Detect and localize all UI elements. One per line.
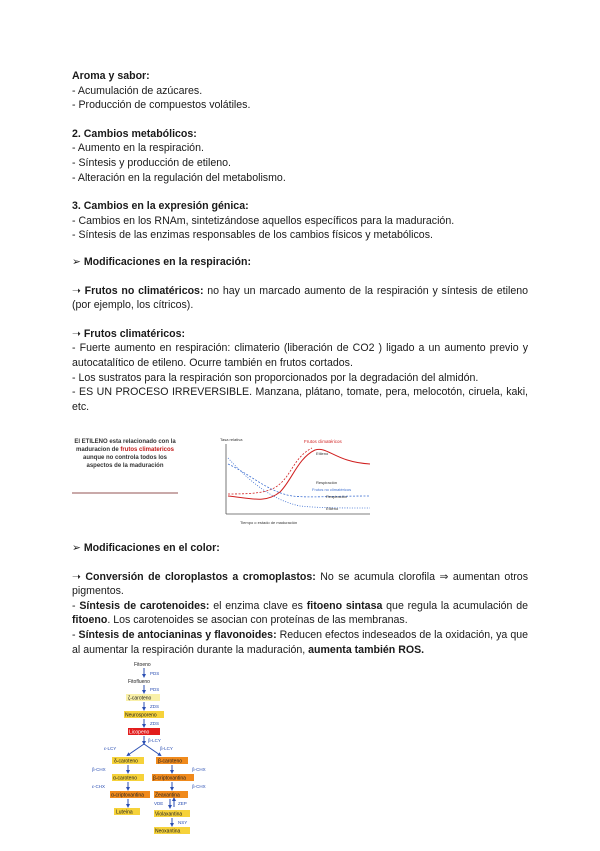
node-fitoflueno: Fitoflueno	[128, 679, 150, 685]
list-item: - Los sustratos para la respiración son proporcionados por la degradación del almidón.	[72, 371, 479, 384]
list-item: - Alteración en la regulación del metabolismo.	[72, 171, 286, 184]
note-highlight: frutos climatericos	[120, 447, 175, 453]
enzyme-zds: ZDS	[150, 721, 159, 726]
pathway-arrow	[128, 744, 144, 755]
carotenoids-text: . Los carotenoides se asocian con proteínas de las membranas.	[107, 614, 408, 627]
enzyme-vde: VDE	[154, 801, 164, 806]
non-climacteric-text: no hay un marcado aumento de la respiración y síntesis de etileno (por ejemplo, los cítricos).	[72, 284, 529, 312]
list-item: - Aumento en la respiración.	[72, 142, 204, 155]
pathway-diagram	[92, 660, 222, 846]
node-zeaxantina: Zeaxantina	[155, 792, 180, 799]
y-axis-label: Tasa relativa	[220, 437, 243, 442]
node-zcaroteno: ζ-caroteno	[128, 695, 152, 702]
nonclimacteric-ethylene-line	[228, 458, 370, 508]
list-item: - ES UN PROCESO IRREVERSIBLE. Manzana, plátano, tomate, pera, melocotón, ciruela, kaki, etc.	[72, 386, 528, 413]
conversion-text: No se acumula clorofila ⇒ aumentan otros pigmentos.	[72, 570, 528, 598]
node-bcaroteno: β-caroteno	[158, 758, 182, 765]
section-metabolic-title: 2. Cambios metabólicos:	[72, 127, 197, 140]
carotenoids-title: Síntesis de carotenoides:	[79, 599, 210, 612]
label-ethylene-2: Etileno	[326, 506, 339, 511]
legend-nonclimacteric: Frutos no climatéricos	[312, 487, 352, 492]
enzyme-pds: PDS	[150, 687, 160, 692]
document-body	[72, 69, 528, 414]
respiration-heading: ➢ Modificaciones en la respiración:	[72, 255, 252, 268]
list-item: - Fuerte aumento en respiración: climaterio (liberación de CO2 ) ligado a un aumento previo y autocatalítico de etileno. Ocurre también en frutos cortados.	[72, 342, 528, 369]
node-acaroteno: α-caroteno	[113, 775, 138, 782]
section-genic-title: 3. Cambios en la expresión génica:	[72, 200, 249, 213]
color-heading: ➢ Modificaciones en el color:	[72, 542, 220, 554]
node-neoxantina: Neoxantina	[155, 828, 181, 835]
color-section	[72, 541, 528, 657]
conversion-title: ➝ Conversión de cloroplastos a cromoplastos:	[72, 570, 316, 583]
section-aroma-title: Aroma y sabor:	[72, 70, 150, 82]
list-item: - Síntesis y producción de etileno.	[72, 156, 231, 169]
carotenoids-text: que regula la acumulación de	[382, 599, 528, 612]
climacteric-title: ➝ Frutos climatéricos:	[72, 327, 186, 340]
dash: -	[72, 599, 80, 612]
node-fitoeno: Fitoeno	[134, 662, 151, 668]
dash: -	[72, 628, 79, 641]
legend-climacteric: Frutos climatéricos	[304, 439, 342, 444]
note-text: aunque no controla todos los aspectos de la maduración	[83, 455, 167, 469]
non-climacteric-title: ➝ Frutos no climatéricos:	[72, 284, 204, 297]
anthocyanins-bold: aumenta también ROS.	[308, 643, 425, 656]
list-item: - Acumulación de azúcares.	[72, 84, 203, 97]
note-text: El ETILENO esta relacionado con la maduracion de	[74, 439, 176, 453]
node-luteina: Luteína	[116, 809, 133, 816]
enzyme-pds: PDS	[150, 671, 160, 676]
enzyme-elcy: ε-LCY	[104, 746, 117, 751]
list-item: - Síntesis de las enzimas responsables de los cambios físicos y metabólicos.	[72, 229, 433, 242]
node-zeinoxantina: α-criptoxantina	[111, 792, 144, 799]
carotenoid-pathway-figure	[92, 660, 222, 846]
anthocyanins-text: Reducen efectos indeseados de la oxidación, ya que al aumentar la respiración durante la maduración,	[72, 628, 528, 656]
node-bcriptoxantina: β-criptoxantina	[153, 775, 186, 782]
label-respiration-2: Respiración	[326, 494, 348, 499]
respiration-chart	[220, 434, 460, 530]
carotenoids-paragraph	[72, 599, 528, 628]
label-respiration: Respiración	[316, 480, 338, 485]
carotenoids-bold: fitoeno	[72, 614, 108, 627]
non-climacteric-paragraph	[72, 284, 528, 313]
anthocyanins-paragraph	[72, 628, 528, 657]
anthocyanins-title: Síntesis de antocianinas y flavonoides:	[78, 628, 277, 641]
enzyme-zds: ZDS	[150, 704, 159, 709]
carotenoids-text: el enzima clave es	[209, 599, 307, 612]
ethylene-note	[72, 438, 178, 494]
node-neurosporeno: Neurosporeno	[125, 712, 157, 719]
x-axis-label: Tiempo o estado de maduración	[240, 520, 298, 525]
node-dcaroteno: δ-caroteno	[114, 758, 138, 765]
enzyme-zep: ZEP	[178, 801, 187, 806]
list-item: - Producción de compuestos volátiles.	[72, 99, 251, 112]
node-licopeno: Licopeno	[129, 729, 150, 736]
list-item: - Cambios en los RNAm, sintetizándose aquellos específicos para la maduración.	[72, 214, 455, 227]
node-violaxantina: Violaxantina	[155, 811, 183, 818]
pathway-arrow	[144, 744, 160, 755]
carotenoids-bold: fitoeno sintasa	[306, 599, 383, 612]
enzyme-bchx: β-CHX	[92, 767, 106, 772]
climacteric-figure	[72, 434, 532, 530]
enzyme-blcy: β-LCY	[148, 738, 161, 743]
label-ethylene: Etileno	[316, 451, 329, 456]
enzyme-bchx: β-CHX	[192, 784, 206, 789]
enzyme-blcy: β-LCY	[160, 746, 173, 751]
conversion-paragraph	[72, 570, 528, 599]
enzyme-echx: ε-CHX	[92, 784, 106, 789]
enzyme-bchx: β-CHX	[192, 767, 206, 772]
enzyme-nsy: NSY	[178, 820, 188, 825]
